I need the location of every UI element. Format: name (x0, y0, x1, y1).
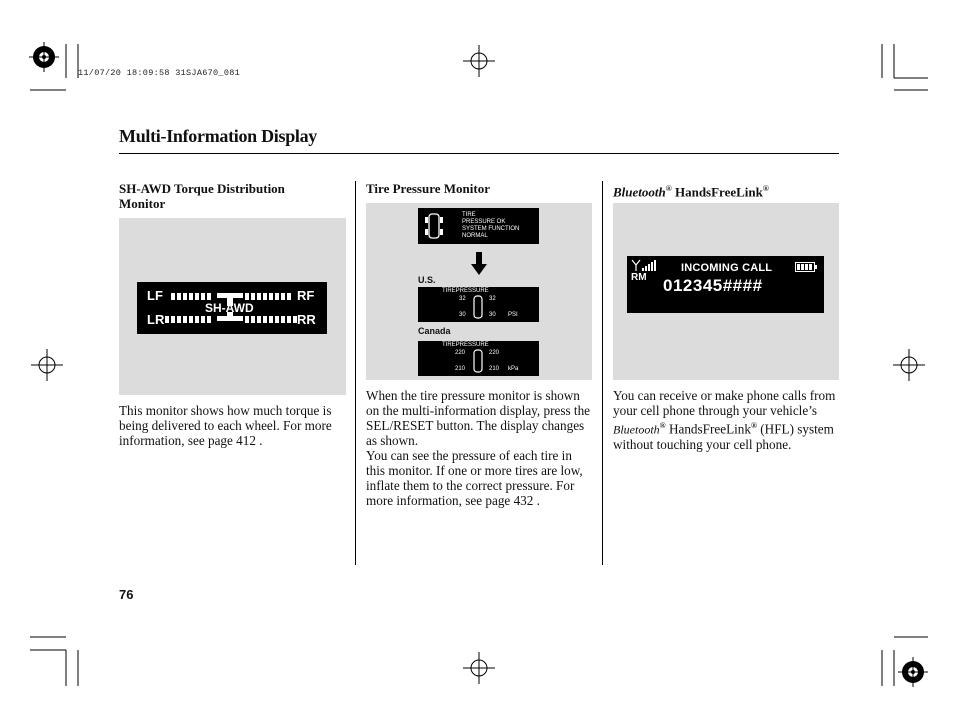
registration-target-icon (29, 42, 59, 72)
hfl-body-text: You can receive or make phone calls from your cell phone through your vehicle’s (613, 388, 836, 418)
signal-strength-icon (630, 259, 660, 273)
tpms-us-display (418, 287, 539, 322)
title-rule (119, 153, 839, 154)
tpms-ca-title: TIREPRESSURE (442, 342, 489, 348)
hfl-body-text: (HFL) system without touching your cell phone. (613, 421, 834, 453)
tpms-canada-display (418, 341, 539, 376)
hfl-body (613, 388, 841, 452)
tpms-status-text (462, 212, 519, 240)
us-label: U.S. (418, 275, 436, 285)
registration-target-icon (898, 657, 928, 687)
tpms-ca-unit: kPa (508, 366, 519, 372)
car-outline-icon (424, 211, 444, 241)
tpms-us-unit: PSI (508, 312, 518, 318)
tpms-us-lr: 30 (459, 312, 466, 318)
tpms-us-rf: 32 (489, 296, 496, 302)
status-line: PRESSURE OK (462, 219, 506, 225)
hfl-heading-bluetooth: Bluetooth (613, 184, 666, 200)
page-title: Multi-Information Display (119, 126, 318, 146)
tpms-paragraph-1: When the tire pressure monitor is shown on the multi-information display, press the SEL/RESET button. The display changes as shown. (366, 388, 591, 448)
battery-icon (795, 262, 817, 272)
hfl-body-bluetooth: Bluetooth (613, 422, 660, 437)
hfl-heading-text: HandsFreeLink (671, 184, 763, 200)
down-arrow-icon (471, 252, 487, 276)
tpms-ca-rr: 210 (489, 366, 500, 372)
tpms-us-title: TIREPRESSURE (442, 288, 489, 294)
tpms-ca-lr: 210 (455, 366, 466, 372)
sh-awd-display (137, 282, 327, 334)
tpms-ca-rf: 220 (489, 350, 500, 356)
caller-number: 012345#### (663, 276, 763, 295)
sh-awd-body (119, 403, 344, 448)
car-outline-icon (470, 348, 486, 374)
rf-label: RF (297, 288, 315, 303)
column-divider-2 (602, 181, 603, 565)
hfl-heading (613, 181, 769, 199)
page-number: 76 (119, 587, 134, 602)
tpms-us-rr: 30 (489, 312, 496, 318)
tpms-figure (366, 203, 592, 380)
column-divider-1 (355, 181, 356, 565)
roaming-indicator: RM (631, 272, 647, 283)
tpms-ca-lf: 220 (455, 350, 466, 356)
print-stamp: 11/07/20 18:09:58 31SJA670_081 (78, 68, 241, 78)
tpms-status-display (418, 208, 539, 244)
registered-mark: ® (659, 421, 666, 430)
hfl-figure (613, 203, 839, 380)
lf-label: LF (147, 288, 163, 303)
tpms-paragraph-2: You can see the pressure of each tire in this monitor. If one or more tires are low, inflate them to the correct pressure. For more information, see page 432 . (366, 448, 583, 508)
sh-awd-label: SH-AWD (205, 301, 254, 315)
tpms-body (366, 388, 594, 508)
status-line: TIRE (462, 212, 476, 218)
registered-mark: ® (762, 184, 769, 193)
hfl-display (627, 256, 824, 313)
tpms-heading: Tire Pressure Monitor (366, 181, 490, 196)
incoming-call-text: INCOMING CALL (681, 262, 773, 274)
rr-label: RR (297, 312, 316, 327)
status-line: SYSTEM FUNCTION (462, 226, 520, 232)
registered-mark: ® (665, 184, 672, 193)
car-outline-icon (470, 294, 486, 320)
registered-mark: ® (751, 421, 757, 430)
sh-awd-paragraph: This monitor shows how much torque is being delivered to each wheel. For more information, see page 412 . (119, 403, 332, 448)
lr-label: LR (147, 312, 165, 327)
canada-label: Canada (418, 326, 451, 336)
tpms-us-lf: 32 (459, 296, 466, 302)
sh-awd-heading: SH-AWD Torque Distribution Monitor (119, 181, 285, 211)
hfl-paragraph (613, 388, 841, 452)
status-line: NORMAL (462, 233, 488, 239)
sh-awd-figure (119, 218, 346, 395)
hfl-body-text: HandsFreeLink (665, 421, 751, 437)
